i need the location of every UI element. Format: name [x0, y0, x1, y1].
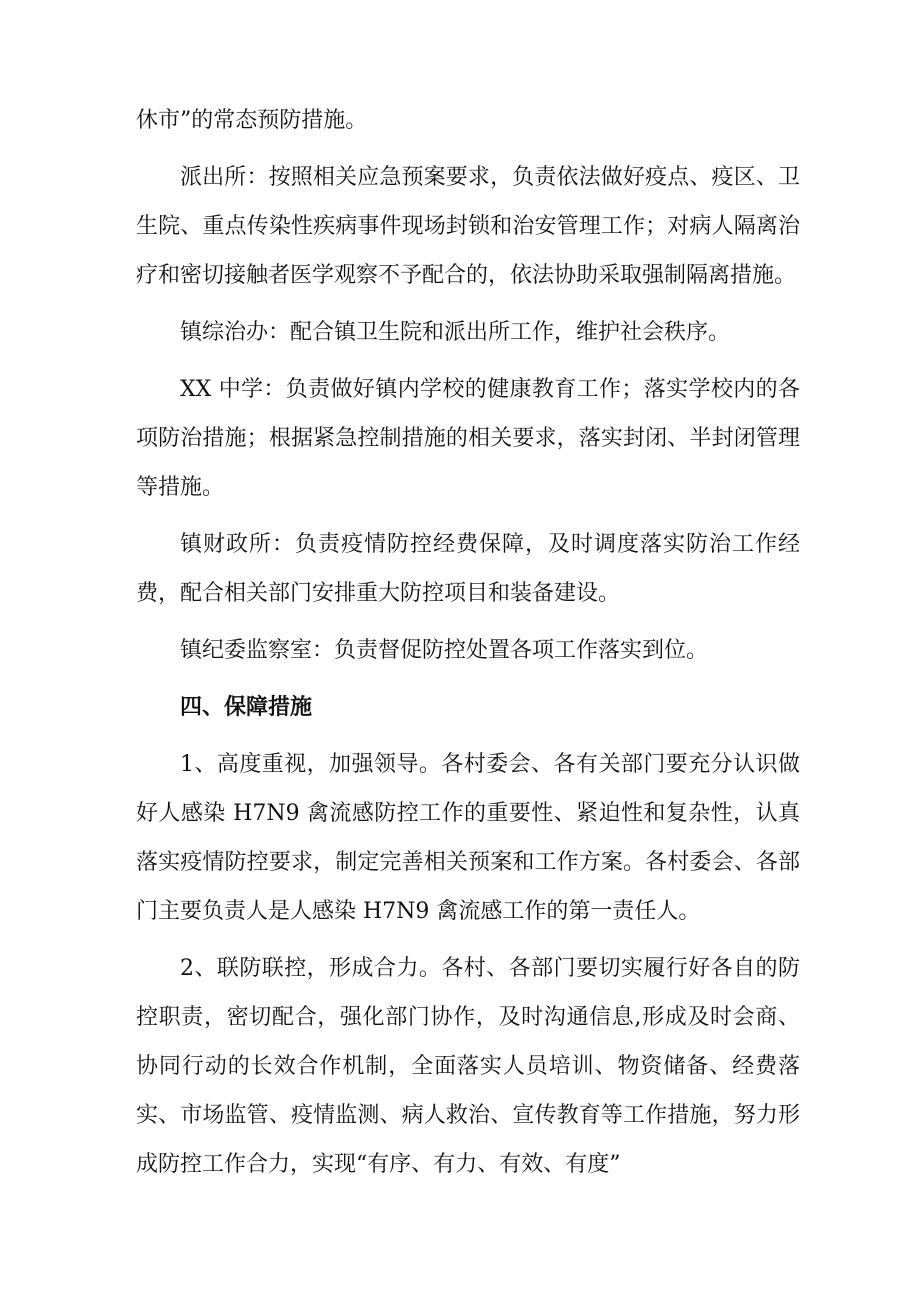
paragraph-measure-1: 1、高度重视，加强领导。各村委会、各有关部门要充分认识做好人感染 H7N9 禽流感防控工作的重要性、紧迫性和复杂性，认真落实疫情防控要求，制定完善相关预案和工作方案。各村委会、各部门主要负责人是人感染 H7N9 禽流感工作的第一责任人。 — [136, 752, 800, 924]
paragraph-discipline-office: 镇纪委监察室：负责督促防控处置各项工作落实到位。 — [180, 638, 709, 663]
paragraph-finance-office: 镇财政所：负责疫情防控经费保障，及时调度落实防治工作经费，配合相关部门安排重大防控项目和装备建设。 — [136, 532, 800, 606]
document-body — [136, 96, 800, 1197]
paragraph-measure-2: 2、联防联控，形成合力。各村、各部门要切实履行好各自的防控职责，密切配合，强化部门协作，及时沟通信息,形成及时会商、协同行动的长效合作机制，全面落实人员培训、物资储备、经费落实、市场监管、疫情监测、病人救治、宣传教育等工作措施，努力形成防控工作合力，实现“有序、有力、有效、有度” — [136, 956, 800, 1177]
paragraph-continuation: 休市”的常态预防措施。 — [136, 108, 368, 133]
section-heading: 四、保障措施 — [180, 695, 313, 720]
paragraph-police-station: 派出所：按照相关应急预案要求，负责依法做好疫点、疫区、卫生院、重点传染性疾病事件现场封锁和治安管理工作；对病人隔离治疗和密切接触者医学观察不予配合的，依法协助采取强制隔离措施。 — [136, 165, 800, 288]
paragraph-comprehensive-office: 镇综治办：配合镇卫生院和派出所工作，维护社会秩序。 — [180, 320, 731, 345]
paragraph-middle-school: XX 中学：负责做好镇内学校的健康教育工作；落实学校内的各项防治措施；根据紧急控制措施的相关要求，落实封闭、半封闭管理等措施。 — [136, 377, 800, 500]
